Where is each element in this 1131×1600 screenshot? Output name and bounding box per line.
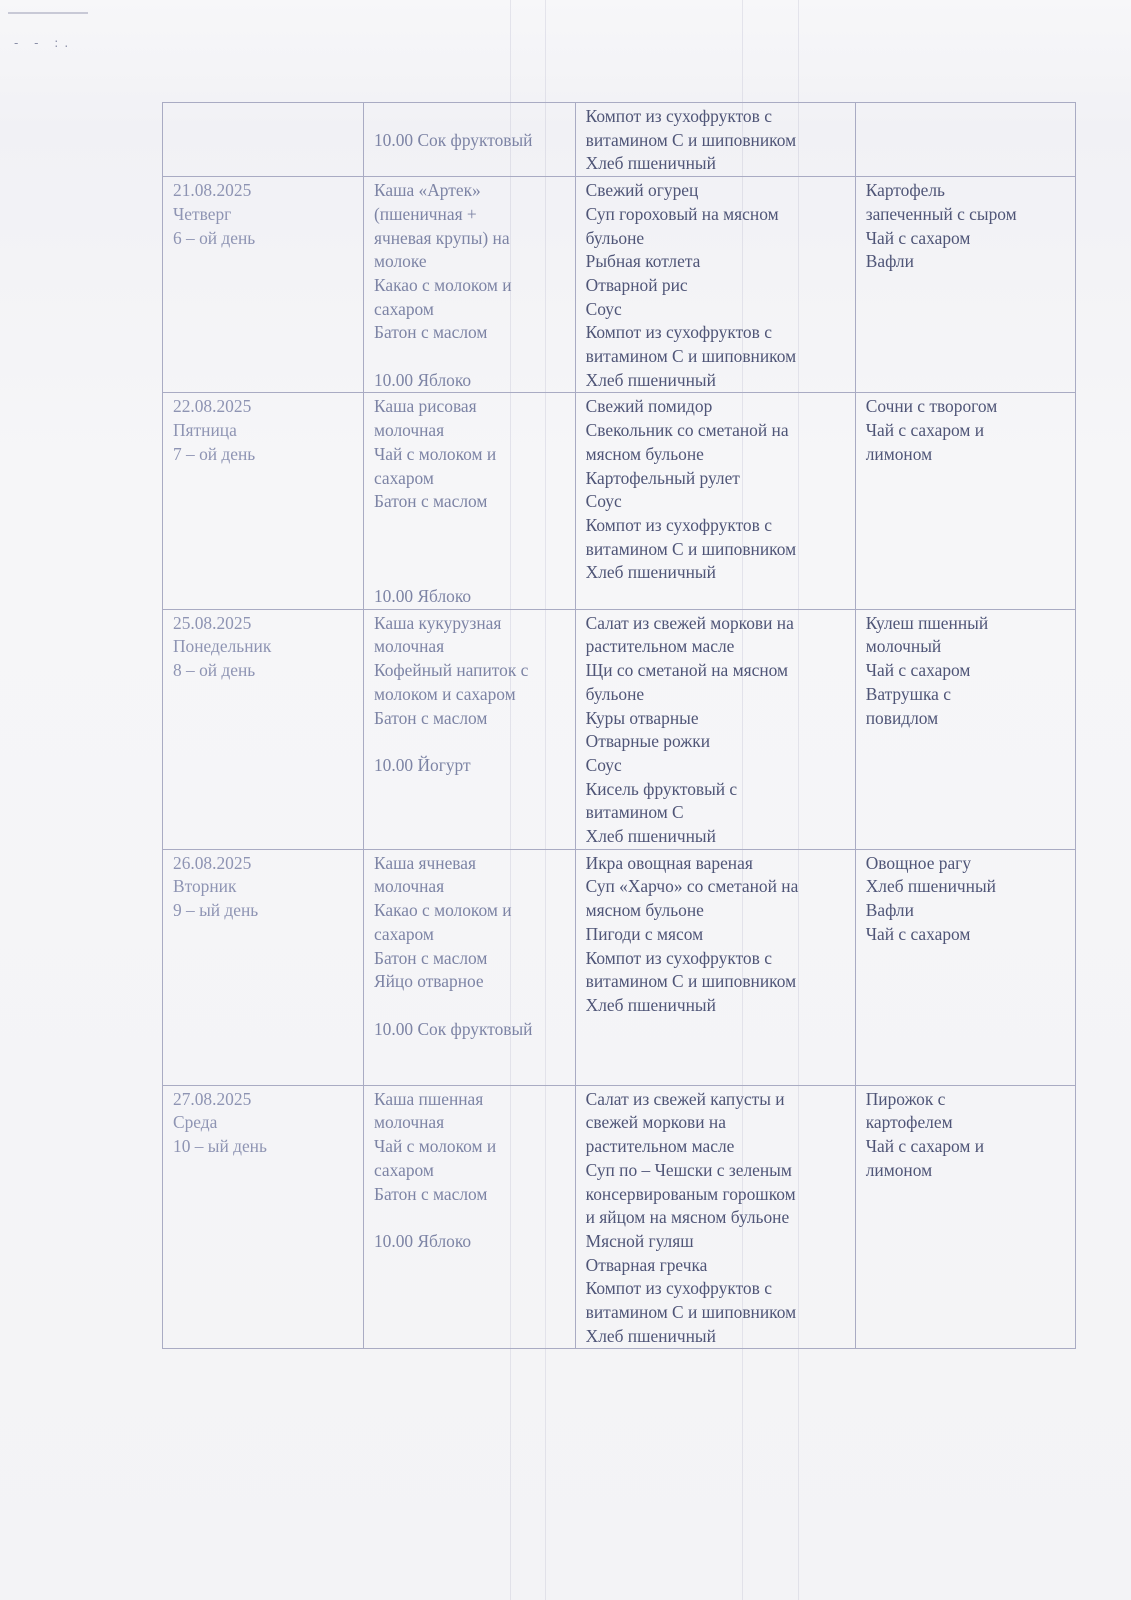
day-weekday: Среда: [173, 1112, 218, 1133]
day-number: 7 – ой день: [173, 443, 256, 464]
breakfast-item: сахаром: [373, 467, 434, 488]
lunch-item: и яйцом на мясном бульоне: [585, 1207, 790, 1228]
lunch-cell: [575, 103, 855, 177]
day-weekday: Пятница: [173, 420, 237, 441]
lunch-item: Свежий огурец: [585, 180, 699, 201]
day-cell: [163, 609, 364, 849]
breakfast-item: молочная: [373, 876, 445, 897]
lunch-item: Компот из сухофруктов с: [585, 106, 772, 126]
lunch-item: Компот из сухофруктов с: [585, 514, 772, 535]
table-row-continuation: [163, 103, 1076, 177]
lunch-item: Хлеб пшеничный: [585, 562, 716, 583]
scan-artifact-line: [8, 12, 88, 14]
breakfast-item: Чай с молоком и: [373, 1136, 497, 1157]
lunch-cell: [575, 849, 855, 1085]
snack-text: 10.00 Йогурт: [373, 754, 471, 775]
lunch-cell: [575, 609, 855, 849]
lunch-item: Компот из сухофруктов с: [585, 1278, 772, 1299]
dinner-cell: [855, 1085, 1075, 1349]
lunch-item: Икра овощная вареная: [585, 852, 753, 873]
lunch-item: Свекольник со сметаной на: [585, 420, 789, 441]
menu-table: [162, 102, 1076, 1349]
breakfast-item: сахаром: [373, 1159, 434, 1180]
breakfast-item: молоке: [373, 251, 427, 272]
breakfast-item: Каша ячневая: [373, 852, 477, 873]
table-row-day: [163, 849, 1076, 1085]
lunch-item: Мясной гуляш: [585, 1230, 694, 1251]
lunch-item: витамином С и шиповником: [585, 346, 797, 367]
breakfast-item: Батон с маслом: [373, 947, 488, 968]
day-weekday: Четверг: [173, 203, 232, 224]
breakfast-item: Каша «Артек»: [373, 180, 481, 201]
breakfast-cell: [363, 609, 575, 849]
snack-text: 10.00 Яблоко: [373, 369, 472, 390]
dinner-cell: [855, 609, 1075, 849]
breakfast-item: сахаром: [373, 923, 434, 944]
breakfast-item: молоком и сахаром: [373, 683, 516, 704]
dinner-item: Сочни с творогом: [865, 396, 998, 417]
menu-table-body: [163, 103, 1076, 1349]
day-cell: [163, 103, 364, 177]
dinner-item: лимоном: [865, 443, 933, 464]
day-date: 21.08.2025: [173, 180, 252, 201]
dinner-item: молочный: [865, 636, 942, 657]
lunch-item: Кисель фруктовый с: [585, 778, 738, 799]
lunch-item: Салат из свежей капусты и: [585, 1088, 785, 1109]
day-weekday: Вторник: [173, 876, 237, 897]
breakfast-item: Батон с маслом: [373, 1183, 488, 1204]
lunch-item: Пигоди с мясом: [585, 923, 704, 944]
lunch-item: Суп гороховый на мясном: [585, 203, 779, 224]
breakfast-cell: [363, 103, 575, 177]
day-cell: [163, 393, 364, 609]
breakfast-item: Батон с маслом: [373, 707, 488, 728]
dinner-item: Чай с сахаром: [865, 660, 971, 681]
dinner-item: Ватрушка с: [865, 683, 951, 704]
lunch-item: витамином С и шиповником: [585, 971, 797, 992]
lunch-item: витамином С и шиповником: [585, 538, 797, 559]
dinner-cell: [855, 103, 1075, 177]
lunch-item: мясном бульоне: [585, 900, 704, 921]
dinner-item: Хлеб пшеничный: [865, 876, 996, 897]
breakfast-item: Батон с маслом: [373, 322, 488, 343]
dinner-item: Чай с сахаром: [865, 923, 971, 944]
breakfast-item: Каша пшенная: [373, 1088, 484, 1109]
breakfast-cell: [363, 393, 575, 609]
breakfast-item: Какао с молоком и: [373, 900, 512, 921]
lunch-item: свежей моркови на: [585, 1112, 726, 1133]
lunch-item: консервированым горошком: [585, 1183, 796, 1204]
dinner-item: Вафли: [865, 251, 914, 272]
lunch-item: Хлеб пшеничный: [585, 994, 716, 1015]
breakfast-cell: [363, 849, 575, 1085]
breakfast-item: сахаром: [373, 298, 434, 319]
lunch-item: витамином С: [585, 802, 684, 823]
snack-text: 10.00 Сок фруктовый: [373, 129, 533, 150]
lunch-item: Соус: [585, 298, 622, 319]
day-date: 26.08.2025: [173, 852, 252, 873]
table-row-day: [163, 609, 1076, 849]
table-row-day: [163, 177, 1076, 393]
lunch-item: витамином С и шиповником: [585, 129, 797, 150]
breakfast-item: молочная: [373, 420, 445, 441]
day-date: 22.08.2025: [173, 396, 252, 417]
breakfast-item: Каша кукурузная: [373, 612, 502, 633]
lunch-item: растительном масле: [585, 636, 735, 657]
scan-artifact-mark: - - :.: [14, 36, 75, 50]
lunch-item: Отварная гречка: [585, 1254, 708, 1275]
lunch-item: мясном бульоне: [585, 443, 704, 464]
lunch-item: Отварные рожки: [585, 731, 710, 752]
day-cell: [163, 1085, 364, 1349]
dinner-cell: [855, 177, 1075, 393]
day-date: 25.08.2025: [173, 612, 252, 633]
day-number: 6 – ой день: [173, 227, 256, 248]
lunch-item: Куры отварные: [585, 707, 699, 728]
breakfast-item: Какао с молоком и: [373, 274, 512, 295]
lunch-item: Рыбная котлета: [585, 251, 701, 272]
dinner-item: Чай с сахаром и: [865, 420, 985, 441]
lunch-item: Соус: [585, 754, 622, 775]
lunch-item: витамином С и шиповником: [585, 1302, 797, 1323]
breakfast-item: Чай с молоком и: [373, 443, 497, 464]
lunch-cell: [575, 1085, 855, 1349]
lunch-item: Хлеб пшеничный: [585, 153, 716, 174]
snack-text: 10.00 Яблоко: [373, 586, 472, 607]
lunch-item: Компот из сухофруктов с: [585, 322, 772, 343]
table-row-day: [163, 393, 1076, 609]
lunch-item: растительном масле: [585, 1136, 735, 1157]
day-number: 10 – ый день: [173, 1136, 267, 1157]
dinner-item: картофелем: [865, 1112, 953, 1133]
lunch-item: Картофельный рулет: [585, 467, 740, 488]
breakfast-item: Батон с маслом: [373, 491, 488, 512]
lunch-item: Хлеб пшеничный: [585, 369, 716, 390]
lunch-item: бульоне: [585, 227, 645, 248]
breakfast-cell: [363, 177, 575, 393]
breakfast-item: Каша рисовая: [373, 396, 477, 417]
lunch-item: бульоне: [585, 683, 645, 704]
lunch-cell: [575, 177, 855, 393]
lunch-item: Компот из сухофруктов с: [585, 947, 772, 968]
breakfast-cell: [363, 1085, 575, 1349]
lunch-item: Хлеб пшеничный: [585, 1325, 716, 1346]
day-number: 8 – ой день: [173, 660, 256, 681]
table-row-day: [163, 1085, 1076, 1349]
dinner-cell: [855, 849, 1075, 1085]
day-cell: [163, 177, 364, 393]
lunch-item: Отварной рис: [585, 274, 688, 295]
lunch-cell: [575, 393, 855, 609]
lunch-item: Свежий помидор: [585, 396, 713, 417]
dinner-item: запеченный с сыром: [865, 203, 1017, 224]
dinner-item: Картофель: [865, 180, 945, 201]
breakfast-item: молочная: [373, 636, 445, 657]
lunch-item: Суп по – Чешски с зеленым: [585, 1159, 792, 1180]
lunch-item: Салат из свежей моркови на: [585, 612, 794, 633]
dinner-cell: [855, 393, 1075, 609]
day-weekday: Понедельник: [173, 636, 272, 657]
dinner-item: Вафли: [865, 900, 914, 921]
lunch-item: Соус: [585, 491, 622, 512]
lunch-item: Щи со сметаной на мясном: [585, 660, 789, 681]
day-cell: [163, 849, 364, 1085]
dinner-item: повидлом: [865, 707, 939, 728]
snack-text: 10.00 Яблоко: [373, 1230, 472, 1251]
dinner-item: Кулеш пшенный: [865, 612, 989, 633]
dinner-item: лимоном: [865, 1159, 933, 1180]
snack-text: 10.00 Сок фруктовый: [373, 1018, 533, 1039]
dinner-item: Чай с сахаром и: [865, 1136, 985, 1157]
lunch-item: Хлеб пшеничный: [585, 826, 716, 847]
breakfast-item: (пшеничная +: [373, 203, 477, 224]
dinner-item: Чай с сахаром: [865, 227, 971, 248]
day-number: 9 – ый день: [173, 900, 259, 921]
day-date: 27.08.2025: [173, 1088, 252, 1109]
breakfast-item: молочная: [373, 1112, 445, 1133]
breakfast-item: Кофейный напиток с: [373, 660, 529, 681]
lunch-item: Суп «Харчо» со сметаной на: [585, 876, 799, 897]
dinner-item: Овощное рагу: [865, 852, 972, 873]
breakfast-item: Яйцо отварное: [373, 971, 484, 992]
breakfast-item: ячневая крупы) на: [373, 227, 510, 248]
dinner-item: Пирожок с: [865, 1088, 946, 1109]
